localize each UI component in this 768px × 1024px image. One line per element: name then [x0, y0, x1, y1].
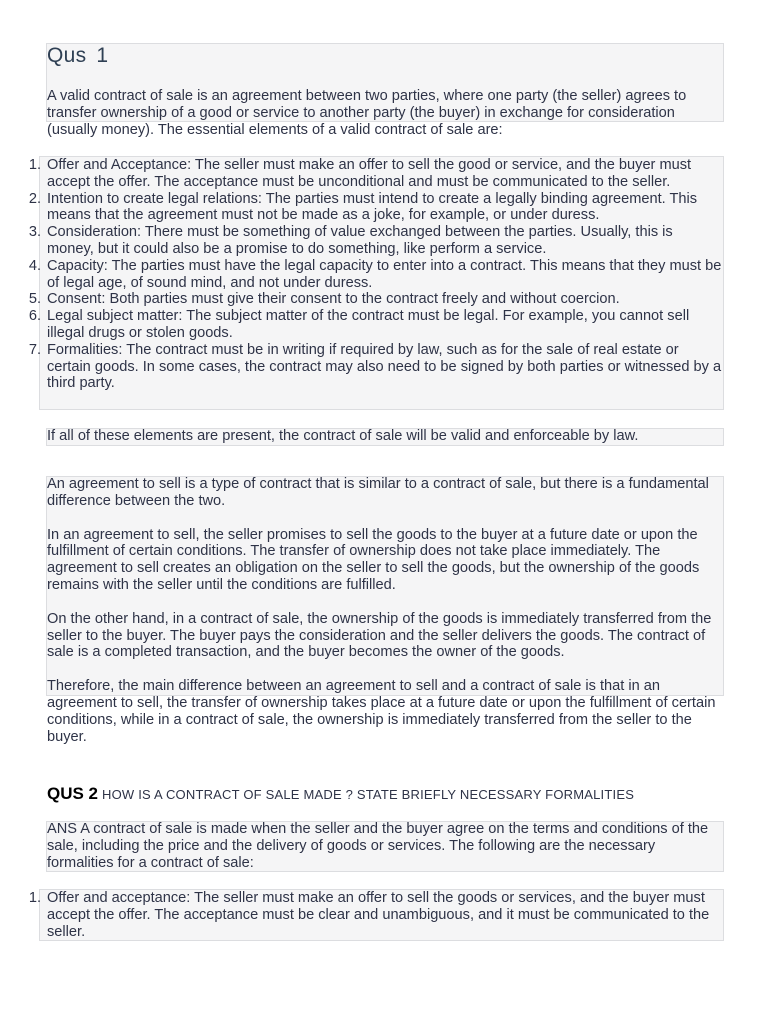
list-item-text: Formalities: The contract must be in writing if required by law, such as for the sale of real estate or certain goods. In some cases, the contract may also need to be signed by both parties or witnessed by a third party. — [47, 341, 722, 392]
list-item-number: 7. — [28, 341, 41, 358]
list-item — [28, 341, 723, 392]
list-item-number: 1. — [28, 890, 41, 906]
list-item — [28, 257, 723, 292]
list-item-text: Consent: Both parties must give their consent to the contract freely and without coercion. — [47, 291, 620, 308]
list-item-text: Legal subject matter: The subject matter of the contract must be legal. For example, you cannot sell illegal drugs or stolen goods. — [47, 308, 690, 341]
q1-elements-list — [28, 157, 723, 392]
list-item-text: Capacity: The parties must have the legal capacity to enter into a contract. This means that they must be of legal age, of sound mind, and not under duress. — [47, 257, 722, 291]
q1-heading-label: Qus — [47, 44, 87, 67]
q1-conclusion: If all of these elements are present, the contract of sale will be valid and enforceable by law. — [47, 428, 639, 444]
list-item-number: 5. — [28, 291, 41, 308]
q2-answer-intro: ANS A contract of sale is made when the seller and the buyer agree on the terms and conditions of the sale, including the price and the delivery of goods or services. The following are the necessary formalities for a contract of sale: — [47, 821, 709, 871]
q1-heading-number: 1 — [96, 44, 109, 67]
list-item-text: Intention to create legal relations: The parties must intend to create a legally binding agreement. This means that the agreement must not be made as a joke, for example, or under duress. — [47, 190, 698, 224]
q1-heading — [47, 43, 108, 69]
agreement-paragraph-2: In an agreement to sell, the seller promises to sell the goods to the buyer at a future date or upon the fulfillment of certain conditions. The transfer of ownership does not take place immediately. The agreement to sell creates an obligation on the seller to sell the goods, but the ownership of the goods remains with the seller until the conditions are fulfilled. — [47, 526, 700, 593]
list-item-text: Offer and acceptance: The seller must make an offer to sell the goods or services, and the buyer must accept the offer. The acceptance must be clear and unambiguous, and it must be communicated to the seller. — [47, 890, 710, 940]
list-item — [28, 157, 723, 191]
list-item-text: Consideration: There must be something of value exchanged between the parties. Usually, this is money, but it could also be a promise to do something, like perform a service. — [47, 224, 673, 257]
list-item-number: 6. — [28, 308, 41, 325]
list-item — [28, 308, 723, 342]
list-item-number: 4. — [28, 257, 41, 274]
list-item — [28, 224, 723, 258]
list-item — [28, 890, 723, 940]
q2-question: HOW IS A CONTRACT OF SALE MADE ? STATE BRIEFLY NECESSARY FORMALITIES — [102, 787, 635, 802]
list-item — [28, 291, 723, 308]
q1-agreement-section — [47, 476, 723, 745]
q2-heading-label: QUS 2 — [47, 784, 99, 803]
list-item-number: 1. — [28, 157, 41, 173]
list-item-number: 2. — [28, 190, 41, 207]
agreement-paragraph-3: On the other hand, in a contract of sale, the ownership of the goods is immediately transferred from the seller to the buyer. The buyer pays the consideration and the seller delivers the goods. The contract of sale is a completed transaction, and the buyer becomes the owner of the goods. — [47, 610, 712, 661]
q1-intro: A valid contract of sale is an agreement between two parties, where one party (the seller) agrees to transfer ownership of a good or service to another party (the buyer) in exchange for consideration (usually money). The essential elements of a valid contract of sale are: — [47, 88, 687, 138]
agreement-paragraph-1: An agreement to sell is a type of contract that is similar to a contract of sale, but there is a fundamental difference between the two. — [47, 476, 709, 509]
list-item — [28, 190, 723, 225]
q2-heading — [47, 784, 634, 804]
q2-formalities-list — [28, 890, 723, 940]
list-item-number: 3. — [28, 224, 41, 241]
list-item-text: Offer and Acceptance: The seller must make an offer to sell the good or service, and the buyer must accept the offer. The acceptance must be unconditional and must be communicated to the seller. — [47, 157, 692, 190]
agreement-paragraph-4: Therefore, the main difference between an agreement to sell and a contract of sale is that in an agreement to sell, the transfer of ownership takes place at a future date or upon the fulfillment of certain conditions, while in a contract of sale, the ownership is immediately transferred from the seller to the buyer. — [47, 678, 716, 745]
